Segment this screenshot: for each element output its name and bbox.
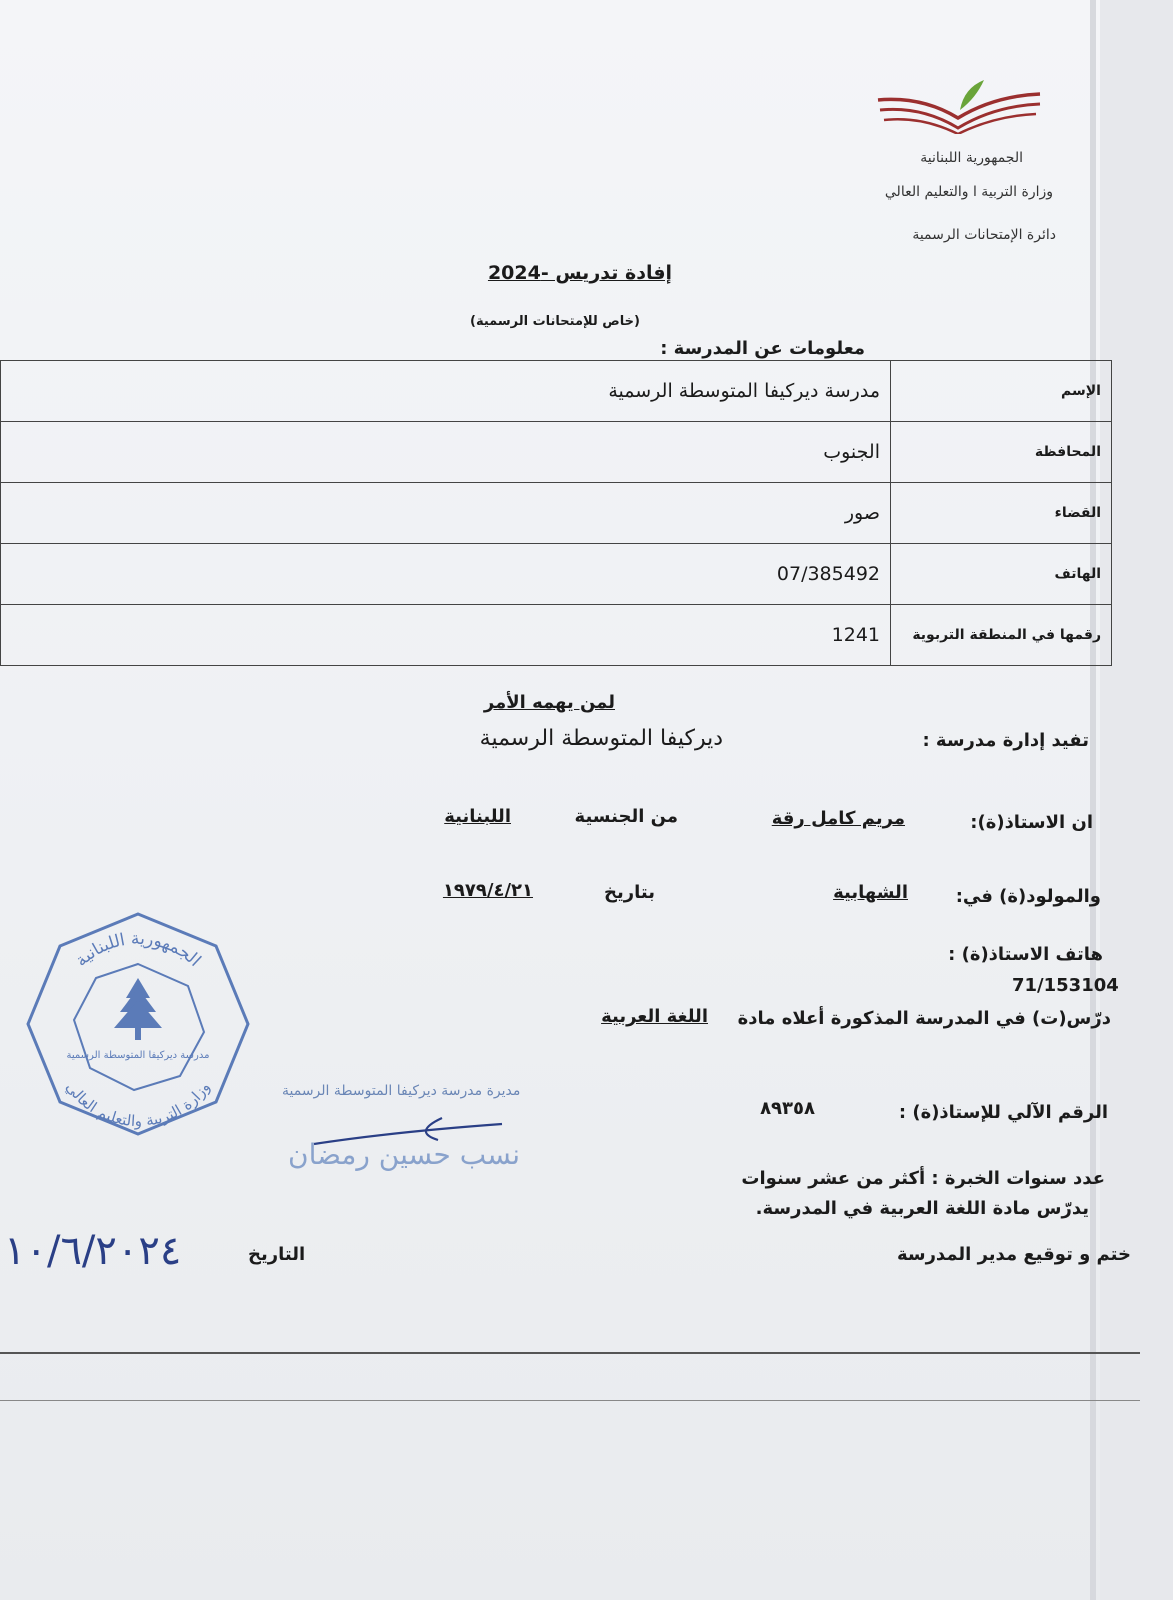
certifies-value: ديركيفا المتوسطة الرسمية [479, 726, 723, 751]
row-value: 1241 [1, 605, 891, 666]
teacher-phone-label: هاتف الاستاذ(ة) : [948, 944, 1103, 965]
date-label: التاريخ [248, 1244, 306, 1265]
stamp-outer-bottom: وزارة التربية والتعليم العالي [62, 1078, 214, 1131]
cedar-icon [114, 978, 162, 1040]
teaches-line: يدرّس مادة اللغة العربية في المدرسة. [755, 1198, 1089, 1219]
divider-line [0, 1400, 1140, 1401]
birth-place: الشهابية [833, 882, 908, 903]
teacher-phone-value: 71/153104 [1012, 975, 1119, 996]
table-row [1, 605, 1112, 666]
official-stamp [22, 908, 254, 1140]
teacher-name-label: ان الاستاذ(ة): [970, 812, 1093, 833]
nationality-label: من الجنسية [574, 806, 678, 827]
header-ministry: وزارة التربية ا والتعليم العالي [884, 184, 1053, 200]
teacher-id-label: الرقم الآلي للإستاذ(ة) : [898, 1102, 1108, 1123]
document-subtitle: (خاص للإمتحانات الرسمية) [470, 314, 640, 329]
teacher-id-value: ٨٩٣٥٨ [760, 1098, 815, 1119]
row-value: الجنوب [1, 422, 891, 483]
row-label: الهاتف [891, 544, 1112, 605]
signature-title: مديرة مدرسة ديركيفا المتوسطة الرسمية [282, 1083, 521, 1099]
table-row [1, 483, 1112, 544]
to-whom-heading: لمن يهمه الأمر [483, 692, 615, 713]
document-title: إفادة تدريس -2024 [487, 262, 673, 284]
divider-line [0, 1352, 1140, 1354]
row-label: الإسم [891, 361, 1112, 422]
svg-text:وزارة التربية والتعليم العالي [62, 1078, 214, 1130]
table-row [1, 361, 1112, 422]
table-row [1, 422, 1112, 483]
teacher-name-value: مريم كامل رقة [771, 808, 905, 829]
header-department: دائرة الإمتحانات الرسمية [912, 227, 1056, 243]
row-value: 07/385492 [1, 544, 891, 605]
stamp-inner-text: مدرسة ديركيفا المتوسطة الرسمية [66, 1050, 210, 1061]
taught-label: درّس(ت) في المدرسة المذكورة أعلاه مادة [737, 1008, 1111, 1029]
certifies-label: تفيد إدارة مدرسة : [922, 730, 1089, 751]
signature-name: نسب حسين رمضان [288, 1138, 521, 1171]
birth-date-value: ١٩٧٩/٤/٢١ [442, 880, 533, 901]
birth-date-label: بتاريخ [604, 882, 655, 903]
row-value: مدرسة ديركيفا المتوسطة الرسمية [1, 361, 891, 422]
school-info-table [0, 360, 1112, 666]
row-value: صور [1, 483, 891, 544]
row-label: رقمها في المنطقة التربوية [891, 605, 1112, 666]
header-republic: الجمهورية اللبنانية [920, 150, 1023, 166]
school-info-heading: معلومات عن المدرسة : [660, 338, 865, 359]
row-label: القضاء [891, 483, 1112, 544]
ministry-logo [872, 78, 1047, 134]
birth-label: والمولود(ة) في: [955, 886, 1101, 907]
handwritten-date: ١٠/٦/٢٠٢٤ [4, 1228, 182, 1274]
page-edge [1090, 0, 1096, 1600]
nationality-value: اللبنانية [444, 806, 511, 827]
experience-line: عدد سنوات الخبرة : أكثر من عشر سنوات [741, 1168, 1105, 1189]
subject-value: اللغة العربية [601, 1006, 708, 1027]
seal-signature-label: ختم و توقيع مدير المدرسة [896, 1244, 1131, 1265]
stamp-outer-top: الجمهورية اللبنانية [71, 928, 205, 971]
table-row [1, 544, 1112, 605]
row-label: المحافظة [891, 422, 1112, 483]
